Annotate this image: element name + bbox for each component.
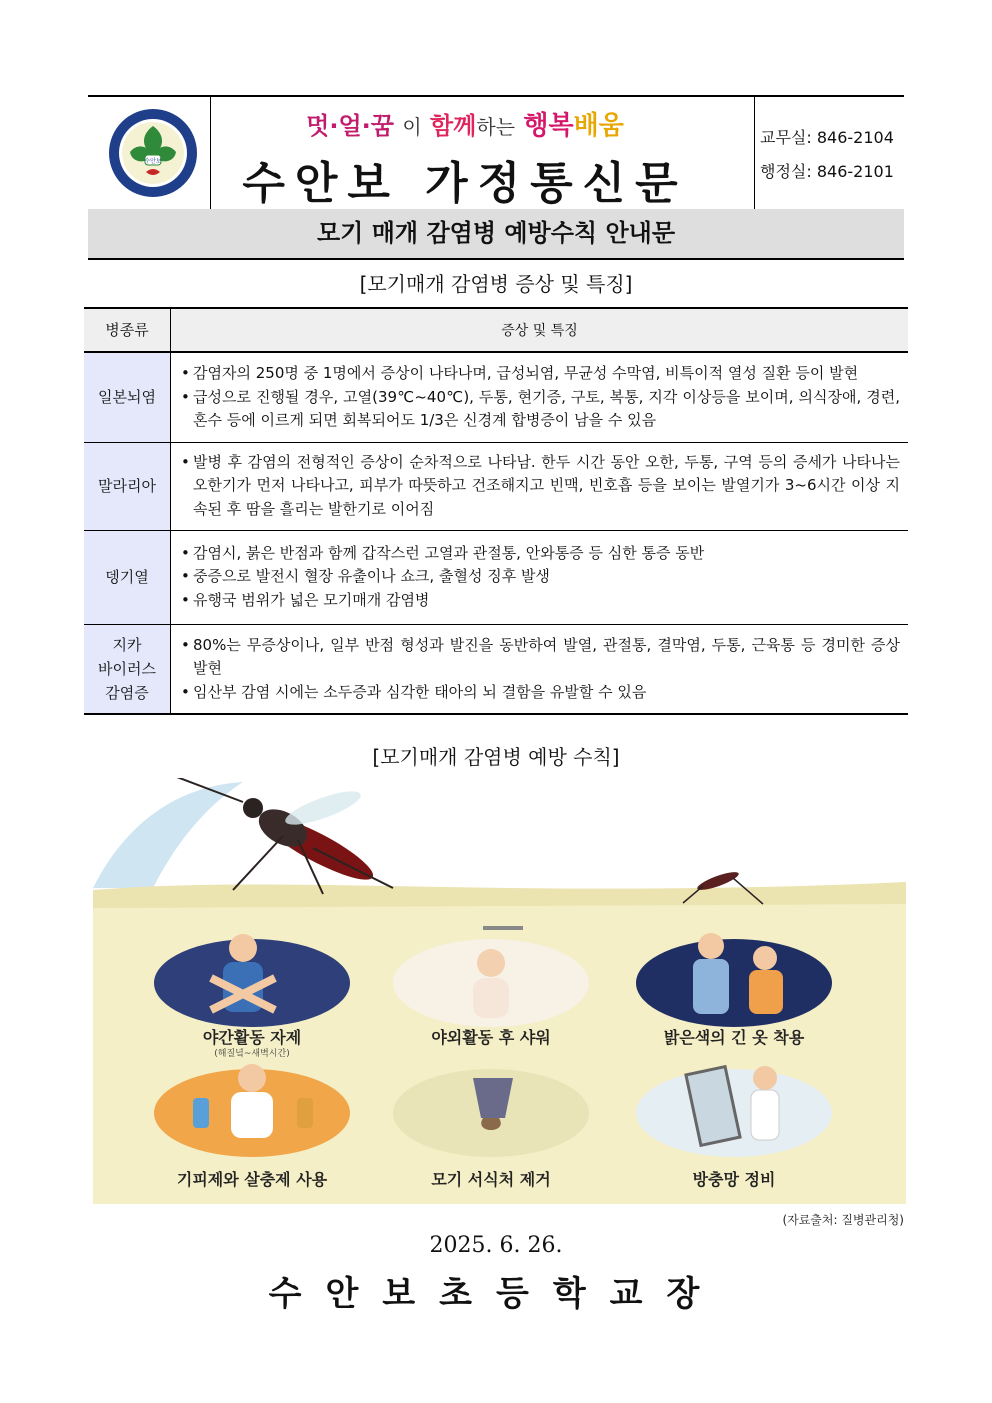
- symptom-item: • 감염자의 250명 중 1명에서 증상이 나타나며, 급성뇌염, 무균성 수막염, 비특이적 열성 질환 등이 발현: [181, 362, 900, 386]
- section-title-symptoms: [모기매개 감염병 증상 및 특징]: [359, 272, 633, 296]
- column-header-disease: 병종류: [84, 308, 171, 352]
- disease-name: 뎅기열: [84, 530, 171, 624]
- notice-title: 모기 매개 감염병 예방수칙 안내문: [88, 209, 904, 260]
- source-note: (자료출처: 질병관리청): [782, 1213, 904, 1227]
- phone-academic-office: 교무실: 846-2104: [760, 128, 894, 147]
- prevention-label: 모기 서식처 제거: [431, 1170, 551, 1189]
- prevention-sublabel: (해질녘~새벽시간): [214, 1049, 290, 1059]
- symptom-item: • 급성으로 진행될 경우, 고열(39℃~40℃), 두통, 현기증, 구토, 복통, 지각 이상등을 보이며, 의식장애, 경련, 혼수 등에 이르게 되면 회복되어도 1/3은 신경계 합병증이 남을 수 있음: [181, 386, 900, 433]
- prevention-label: 밝은색의 긴 옷 착용: [663, 1028, 805, 1047]
- table-row: [84, 442, 908, 530]
- symptom-item: • 중증으로 발전시 혈장 유출이나 쇼크, 출혈성 징후 발생: [181, 565, 900, 589]
- symptom-item: • 감염시, 붉은 반점과 함께 갑작스런 고열과 관절통, 안와통증 등 심한 통증 동반: [181, 542, 900, 566]
- illustration-background: [93, 778, 906, 1204]
- prevention-label: 방충망 정비: [692, 1170, 776, 1189]
- table-row: [84, 530, 908, 624]
- principal-signature: 수안보초등학교장: [268, 1274, 724, 1314]
- column-header-symptoms: 증상 및 특징: [171, 308, 909, 352]
- issue-date: 2025. 6. 26.: [429, 1233, 563, 1258]
- symptom-item: • 임산부 감염 시에는 소두증과 심각한 태아의 뇌 결함을 유발할 수 있음: [181, 681, 900, 705]
- newsletter-header: [88, 95, 904, 212]
- prevention-label: 야간활동 자제: [202, 1028, 302, 1047]
- table-row: [84, 352, 908, 442]
- disease-name: 일본뇌염: [84, 352, 171, 442]
- school-slogan: 멋·얼·꿈 이 함께하는 행복배움: [306, 111, 624, 141]
- prevention-label: 기피제와 살충제 사용: [176, 1170, 328, 1189]
- disease-name: 말라리아: [84, 442, 171, 530]
- disease-name: 지카 바이러스 감염증: [84, 624, 171, 714]
- symptom-item: • 발병 후 감염의 전형적인 증상이 순차적으로 나타남. 한두 시간 동안 오한, 두통, 구역 등의 증세가 나타나는 오한기가 먼저 나타나고, 피부가 따뜻하고 건조해지고 빈맥, 빈호흡 등을 보이는 발열기가 3~6시간 이상 지속된 후 땀을 흘리는 발한기로 이어짐: [181, 451, 900, 522]
- table-row: [84, 624, 908, 714]
- disease-table: [84, 307, 908, 715]
- newsletter-title: 수안보 가정통신문: [242, 158, 688, 209]
- phone-admin-office: 행정실: 846-2101: [760, 162, 894, 181]
- symptom-item: • 유행국 범위가 넓은 모기매개 감염병: [181, 589, 900, 613]
- header-divider: [754, 97, 755, 211]
- svg-text:수안보: 수안보: [144, 158, 162, 165]
- prevention-label: 야외활동 후 샤워: [431, 1028, 551, 1047]
- prevention-illustration: [93, 778, 906, 1204]
- table-header-row: [84, 308, 908, 352]
- symptom-item: • 80%는 무증상이나, 일부 반점 형성과 발진을 동반하여 발열, 관절통, 결막염, 두통, 근육통 등 경미한 증상 발현: [181, 634, 900, 681]
- section-title-prevention: [모기매개 감염병 예방 수칙]: [372, 745, 620, 769]
- school-logo-icon: [108, 108, 198, 198]
